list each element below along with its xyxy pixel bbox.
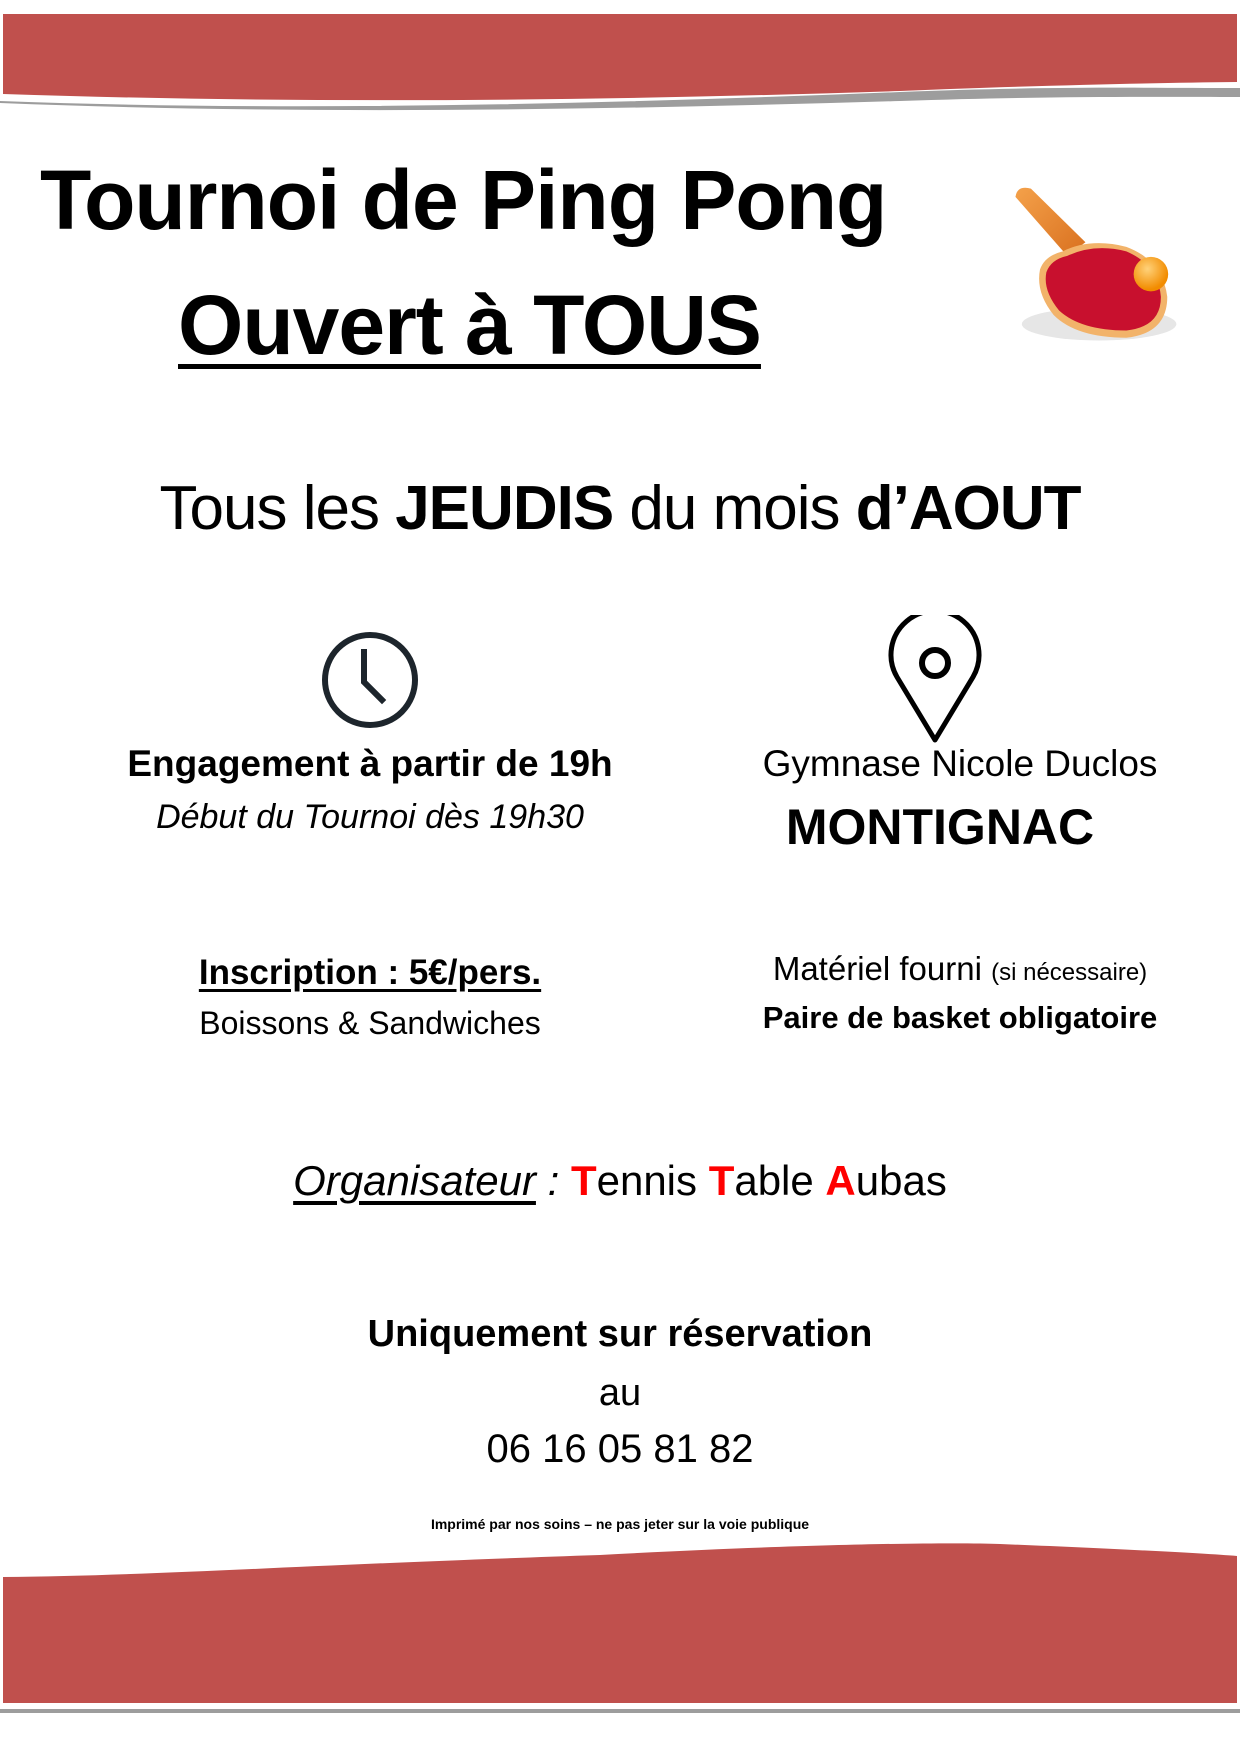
organizer-initial-2: T	[708, 1157, 735, 1204]
ping-pong-paddle-icon	[990, 165, 1190, 365]
equipment-provided	[700, 950, 1220, 988]
equipment-provided-text: Matériel fourni	[772, 950, 982, 987]
top-decorative-band	[0, 0, 1240, 120]
reservation-notice: Uniquement sur réservation	[367, 1313, 873, 1355]
refreshments: Boissons & Sandwiches	[199, 1005, 541, 1041]
shoe-requirement: Paire de basket obligatoire	[762, 1000, 1158, 1035]
dates-month: d’AOUT	[855, 474, 1081, 543]
poster-subtitle: Ouvert à TOUS	[178, 278, 761, 372]
organizer-word-3: ubas	[855, 1157, 947, 1204]
venue-city: MONTIGNAC	[785, 799, 1095, 855]
engagement-time: Engagement à partir de 19h	[127, 743, 613, 784]
bottom-decorative-band	[0, 1520, 1240, 1753]
organizer-line	[0, 1157, 1240, 1205]
organizer-label: Organisateur	[293, 1157, 536, 1204]
map-pin-icon	[885, 615, 985, 745]
phone-number: 06 16 05 81 82	[486, 1427, 754, 1471]
dates-line	[0, 474, 1240, 543]
inscription-price: Inscription : 5€/pers.	[198, 953, 542, 992]
dates-day: JEUDIS	[395, 474, 614, 543]
organizer-initial-1: T	[570, 1157, 597, 1204]
print-notice: Imprimé par nos soins – ne pas jeter sur la voie publique	[430, 1516, 810, 1532]
organizer-word-2: able	[734, 1157, 826, 1204]
organizer-separator: :	[535, 1157, 571, 1204]
reservation-connector: au	[598, 1372, 642, 1414]
clock-icon	[320, 630, 420, 730]
venue-name: Gymnase Nicole Duclos	[762, 743, 1158, 784]
dates-text-2: du mois	[613, 474, 856, 543]
organizer-word-1: ennis	[596, 1157, 709, 1204]
equipment-provided-note: (si nécessaire)	[991, 959, 1148, 986]
organizer-initial-3: A	[825, 1157, 856, 1204]
dates-text-1: Tous les	[159, 474, 396, 543]
poster-title: Tournoi de Ping Pong	[40, 153, 887, 247]
tournament-start-time: Début du Tournoi dès 19h30	[156, 798, 584, 836]
